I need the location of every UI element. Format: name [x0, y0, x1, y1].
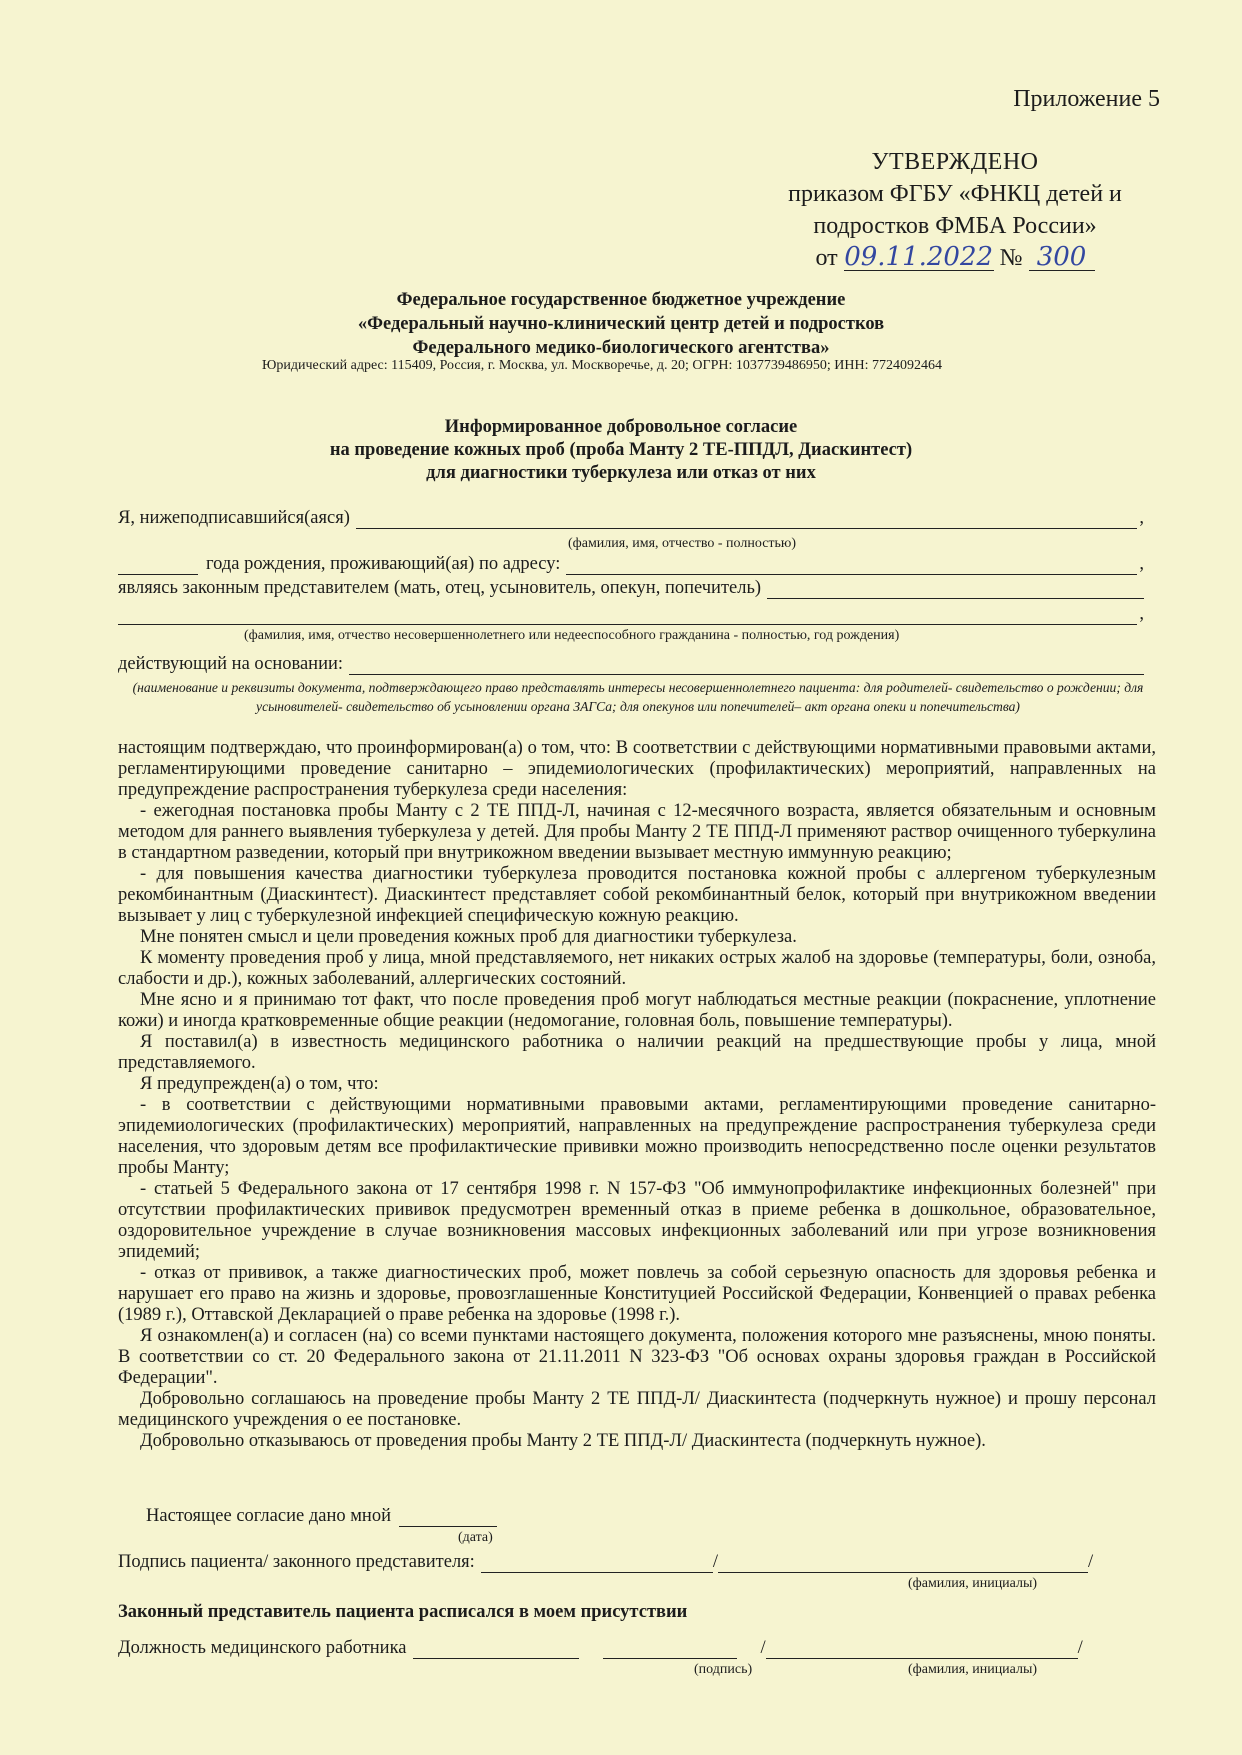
approval-from-label: от — [815, 245, 838, 271]
consent-given-label: Настоящее согласие дано мной — [146, 1506, 391, 1526]
body-paragraph: Мне ясно и я принимаю тот факт, что после проведения проб могут наблюдаться местные реакции (покраснение, уплотнение кожи) и иногда кратковременные общие реакции (недомогание, головная боль, повышение температуры). — [118, 990, 1156, 1031]
consent-body — [118, 738, 1156, 1452]
birth-year-field[interactable] — [118, 554, 198, 575]
body-paragraph: Добровольно отказываюсь от проведения пробы Манту 2 ТЕ ППД-Л/ Диаскинтеста (подчеркнуть нужное). — [140, 1431, 986, 1451]
signature-slash: / — [1077, 1638, 1083, 1658]
fio-hint-worker: (фамилия, инициалы) — [908, 1662, 1038, 1677]
body-paragraph: - в соответствии с действующими нормативными правовыми актами, регламентирующими проведение санитарно-эпидемиологических (профилактических) мероприятий, направленных на предупреждение распространения туберкулеза среди населения, что здоровым детям все профилактические прививки можно производить непосредственно после оценки результатов пробы Манту; — [118, 1095, 1156, 1178]
body-paragraph: - отказ от прививок, а также диагностических проб, может повлечь за собой серьезную опасность для здоровья ребенка и нарушает его право на жизнь и здоровье, провозглашенные Конституцией Российской Федерации, Конвенцией о правах ребенка (1989 г.), Оттавской Декларацией о праве ребенка на здоровье (1998 г.). — [118, 1263, 1156, 1325]
representative-field[interactable] — [767, 578, 1144, 599]
body-paragraph: - для повышения качества диагностики туберкулеза проводится постановка кожной пробы с аллергеном туберкулезным рекомбинантным (Диаскинтест). Диаскинтест представляет собой рекомбинантный белок, который при внутрикожном введении вызывает у лиц с туберкулезной инфекцией специфическую кожную реакцию. — [118, 864, 1156, 926]
representative-label: являясь законным представителем (мать, отец, усыновитель, опекун, попечитель) — [118, 578, 762, 598]
approval-line-1: приказом ФГБУ «ФНКЦ детей и — [788, 181, 1122, 207]
appendix-label: Приложение 5 — [1013, 86, 1160, 112]
undersigned-label: Я, нижеподписавшийся(аяся) — [118, 508, 350, 528]
address-field[interactable] — [566, 554, 1137, 575]
patient-signature-row — [118, 1552, 1144, 1573]
birth-address-row: года рождения, проживающий(ая) по адресу: , — [118, 554, 1144, 575]
consent-date-row — [146, 1506, 497, 1527]
worker-signature-field[interactable] — [603, 1638, 737, 1659]
body-paragraph: Добровольно соглашаюсь на проведение пробы Манту 2 ТЕ ППД-Л/ Диаскинтеста (подчеркнуть нужное) и прошу персонал медицинского учреждения о ее постановке. — [118, 1389, 1156, 1430]
approval-number-label: № — [999, 245, 1023, 271]
signature-slash: / — [712, 1552, 718, 1572]
minor-hint: (фамилия, имя, отчество несовершеннолетнего или недееспособного гражданина - полностью, год рождения) — [244, 628, 900, 643]
fio-hint: (фамилия, инициалы) — [908, 1576, 1038, 1591]
undersigned-name-field[interactable] — [356, 508, 1137, 529]
org-line-1: Федеральное государственное бюджетное учреждение — [396, 290, 846, 310]
approval-title: УТВЕРЖДЕНО — [871, 149, 1039, 175]
organization-block — [0, 288, 1242, 360]
minor-row: , — [118, 604, 1144, 625]
fullname-hint: (фамилия, имя, отчество - полностью) — [568, 536, 797, 551]
patient-fio-field[interactable] — [718, 1552, 1088, 1573]
representative-row — [118, 578, 1144, 599]
title-line-3: для диагностики туберкулеза или отказ от них — [426, 463, 816, 483]
body-paragraph: К моменту проведения проб у лица, мной представляемого, нет никаких острых жалоб на здоровье (температуры, боли, озноба, слабости и др.), кожных заболеваний, аллергических состояний. — [118, 948, 1156, 989]
patient-signature-label: Подпись пациента/ законного представителя: — [118, 1552, 475, 1572]
body-paragraph: - ежегодная постановка пробы Манту с 2 ТЕ ППД-Л, начиная с 12-месячного возраста, является обязательным и основным методом для раннего выявления туберкулеза у детей. Для пробы Манту 2 ТЕ ППД-Л применяют раствор очищенного туберкулина в стандартном разведении, который при внутрикожном введении вызывает местную иммунную реакцию; — [118, 801, 1156, 863]
basis-row — [118, 654, 1144, 675]
org-line-2: «Федеральный научно-клинический центр детей и подростков — [357, 314, 885, 334]
approval-date-line — [760, 242, 1150, 274]
signature-hint: (подпись) — [694, 1662, 753, 1677]
legal-address: Юридический адрес: 115409, Россия, г. Москва, ул. Москворечье, д. 20; ОГРН: 1037739486950; ИНН: 7724092464 — [262, 358, 942, 373]
approval-number: 300 — [1029, 244, 1095, 271]
basis-hint: (наименование и реквизиты документа, подтверждающего право представлять интересы несовершеннолетнего пациента: для родителей- свидетельство о рождении; для усыновителей- свидетельство об усыновлении органа ЗАГСа; для опекунов или попечителей– акт органа опеки и попечительства) — [132, 680, 1144, 714]
basis-label: действующий на основании: — [118, 654, 344, 674]
patient-signature-field[interactable] — [481, 1552, 713, 1573]
worker-position-field[interactable] — [413, 1638, 579, 1659]
title-line-1: Информированное добровольное согласие — [444, 417, 798, 437]
body-paragraph: Я предупрежден(а) о том, что: — [140, 1074, 379, 1094]
consent-date-field[interactable] — [399, 1506, 497, 1527]
birth-address-label: года рождения, проживающий(ая) по адресу: — [206, 554, 561, 574]
worker-position-label: Должность медицинского работника — [118, 1638, 407, 1658]
signature-slash: / — [1087, 1552, 1094, 1572]
body-paragraph: Мне понятен смысл и цели проведения кожных проб для диагностики туберкулеза. — [140, 927, 797, 947]
body-paragraph: настоящим подтверждаю, что проинформирован(а) о том, что: В соответствии с действующими нормативными правовыми актами, регламентирующими проведение санитарно – эпидемиологических (профилактических) мероприятий, направленных на предупреждение распространения туберкулеза среди населения: — [118, 738, 1156, 800]
minor-name-field[interactable] — [118, 604, 1137, 625]
title-line-2: на проведение кожных проб (проба Манту 2 ТЕ-ППДЛ, Диаскинтест) — [329, 440, 913, 460]
undersigned-row: Я, нижеподписавшийся(аяся) , — [118, 508, 1144, 528]
approval-block — [760, 146, 1150, 274]
org-line-3: Федерального медико-биологического агентства» — [412, 338, 830, 358]
presence-statement: Законный представитель пациента расписался в моем присутствии — [118, 1602, 688, 1622]
date-hint: (дата) — [458, 1530, 493, 1545]
approval-line-2: подростков ФМБА России» — [813, 213, 1097, 239]
document-title — [0, 416, 1242, 485]
body-paragraph: Я поставил(а) в известность медицинского работника о наличии реакций на предшествующие пробы у лица, мной представляемого. — [118, 1032, 1156, 1073]
basis-field[interactable] — [349, 654, 1144, 675]
approval-date: 09.11.2022 — [844, 242, 994, 272]
signature-slash: / — [760, 1638, 766, 1658]
worker-row — [118, 1638, 1144, 1659]
body-paragraph: - статьей 5 Федерального закона от 17 сентября 1998 г. N 157-ФЗ "Об иммунопрофилактике инфекционных болезней" при отсутствии профилактических прививок предусмотрен временный отказ в приеме ребенка в дошкольное, образовательное, оздоровительное учреждение в случае возникновения массовых инфекционных заболеваний или при угрозе возникновения эпидемий; — [118, 1179, 1156, 1262]
body-paragraph: Я ознакомлен(а) и согласен (на) со всеми пунктами настоящего документа, положения которого мне разъяснены, мною поняты. В соответствии со ст. 20 Федерального закона от 21.11.2011 N 323-ФЗ "Об основах охраны здоровья граждан в Российской Федерации". — [118, 1326, 1156, 1388]
worker-fio-field[interactable] — [766, 1638, 1078, 1659]
